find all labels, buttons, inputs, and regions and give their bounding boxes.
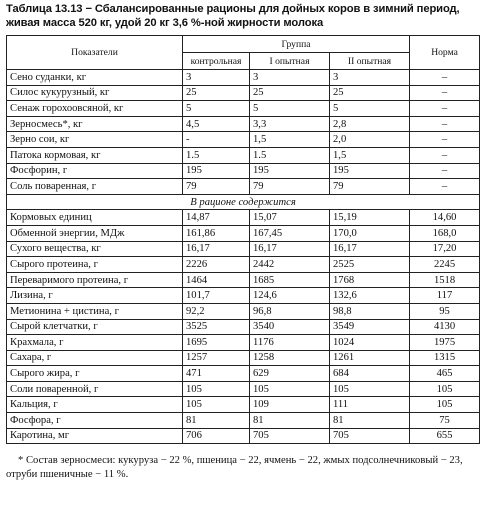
header-norm: Норма bbox=[410, 36, 480, 70]
cell-control: 161,86 bbox=[183, 225, 250, 241]
cell-exp1: 25 bbox=[250, 85, 330, 101]
cell-control: 14,87 bbox=[183, 210, 250, 226]
cell-norm: 465 bbox=[410, 366, 480, 382]
table-row bbox=[7, 272, 480, 288]
header-group-control: контрольная bbox=[183, 53, 250, 70]
cell-exp1: 15,07 bbox=[250, 210, 330, 226]
table-row bbox=[7, 288, 480, 304]
cell-norm: 1315 bbox=[410, 350, 480, 366]
cell-norm: – bbox=[410, 101, 480, 117]
row-label: Сухого вещества, кг bbox=[7, 241, 183, 257]
cell-norm: – bbox=[410, 163, 480, 179]
footnote: * Состав зерносмеси: кукуруза − 22 %, пшеница − 22, ячмень − 22, жмых подсолнечниковый − 23, отруби пшеничные − 11 %. bbox=[6, 455, 463, 480]
cell-exp1: 81 bbox=[250, 413, 330, 429]
cell-exp1: 79 bbox=[250, 179, 330, 195]
cell-exp2: 3549 bbox=[330, 319, 410, 335]
cell-control: 3525 bbox=[183, 319, 250, 335]
table-row bbox=[7, 381, 480, 397]
cell-control: 92,2 bbox=[183, 303, 250, 319]
section-row bbox=[7, 194, 480, 210]
row-label: Каротина, мг bbox=[7, 428, 183, 444]
cell-norm: – bbox=[410, 116, 480, 132]
row-label: Соль поваренная, г bbox=[7, 179, 183, 195]
cell-exp2: 111 bbox=[330, 397, 410, 413]
cell-exp2: 1,5 bbox=[330, 147, 410, 163]
row-label: Обменной энергии, МДж bbox=[7, 225, 183, 241]
row-label: Переваримого протеина, г bbox=[7, 272, 183, 288]
cell-norm: 168,0 bbox=[410, 225, 480, 241]
cell-norm: 1975 bbox=[410, 335, 480, 351]
table-caption: Таблица 13.13 − Сбалансированные рационы для дойных коров в зимний период, живая масса 520 кг, удой 20 кг 3,6 %-ной жирности молока bbox=[6, 3, 460, 29]
cell-exp2: 1768 bbox=[330, 272, 410, 288]
row-label: Фосфорин, г bbox=[7, 163, 183, 179]
cell-exp2: 5 bbox=[330, 101, 410, 117]
row-label: Соли поваренной, г bbox=[7, 381, 183, 397]
cell-exp2: 25 bbox=[330, 85, 410, 101]
cell-control: 4,5 bbox=[183, 116, 250, 132]
table-row bbox=[7, 163, 480, 179]
cell-control: 195 bbox=[183, 163, 250, 179]
row-label: Кормовых единиц bbox=[7, 210, 183, 226]
row-label: Лизина, г bbox=[7, 288, 183, 304]
row-label: Сырой клетчатки, г bbox=[7, 319, 183, 335]
table-row bbox=[7, 350, 480, 366]
table-row bbox=[7, 319, 480, 335]
cell-control: 1257 bbox=[183, 350, 250, 366]
cell-control: 2226 bbox=[183, 257, 250, 273]
table-row bbox=[7, 413, 480, 429]
cell-norm: 105 bbox=[410, 397, 480, 413]
row-label: Сырого протеина, г bbox=[7, 257, 183, 273]
cell-norm: – bbox=[410, 179, 480, 195]
cell-exp1: 16,17 bbox=[250, 241, 330, 257]
cell-exp1: 96,8 bbox=[250, 303, 330, 319]
cell-exp2: 1261 bbox=[330, 350, 410, 366]
table-row bbox=[7, 132, 480, 148]
cell-control: 25 bbox=[183, 85, 250, 101]
cell-exp2: 15,19 bbox=[330, 210, 410, 226]
cell-norm: 95 bbox=[410, 303, 480, 319]
cell-control: 5 bbox=[183, 101, 250, 117]
table-row bbox=[7, 428, 480, 444]
table-row bbox=[7, 101, 480, 117]
cell-exp1: 1,5 bbox=[250, 132, 330, 148]
cell-exp1: 3 bbox=[250, 70, 330, 86]
table-row bbox=[7, 225, 480, 241]
cell-control: 105 bbox=[183, 381, 250, 397]
row-label: Кальция, г bbox=[7, 397, 183, 413]
table-row bbox=[7, 85, 480, 101]
cell-norm: 14,60 bbox=[410, 210, 480, 226]
header-indicators: Показатели bbox=[7, 36, 183, 70]
feed-rows bbox=[7, 70, 480, 195]
cell-exp2: 1024 bbox=[330, 335, 410, 351]
table-row bbox=[7, 179, 480, 195]
header-group-exp1: I опытная bbox=[250, 53, 330, 70]
cell-control: 16,17 bbox=[183, 241, 250, 257]
cell-norm: 105 bbox=[410, 381, 480, 397]
cell-norm: 4130 bbox=[410, 319, 480, 335]
cell-norm: – bbox=[410, 85, 480, 101]
header-group: Группа bbox=[183, 36, 410, 53]
cell-norm: 655 bbox=[410, 428, 480, 444]
section-row-group bbox=[7, 194, 480, 210]
row-label: Зерносмесь*, кг bbox=[7, 116, 183, 132]
table-row bbox=[7, 70, 480, 86]
row-label: Зерно сои, кг bbox=[7, 132, 183, 148]
cell-norm: 17,20 bbox=[410, 241, 480, 257]
cell-control: 105 bbox=[183, 397, 250, 413]
cell-exp2: 2,0 bbox=[330, 132, 410, 148]
cell-exp2: 132,6 bbox=[330, 288, 410, 304]
cell-exp2: 195 bbox=[330, 163, 410, 179]
cell-exp1: 195 bbox=[250, 163, 330, 179]
cell-exp2: 2525 bbox=[330, 257, 410, 273]
cell-exp1: 705 bbox=[250, 428, 330, 444]
cell-exp1: 124,6 bbox=[250, 288, 330, 304]
cell-norm: – bbox=[410, 132, 480, 148]
cell-control: 1464 bbox=[183, 272, 250, 288]
row-label: Крахмала, г bbox=[7, 335, 183, 351]
cell-exp2: 105 bbox=[330, 381, 410, 397]
cell-exp2: 81 bbox=[330, 413, 410, 429]
cell-exp2: 705 bbox=[330, 428, 410, 444]
cell-exp1: 629 bbox=[250, 366, 330, 382]
table-row bbox=[7, 241, 480, 257]
cell-exp1: 3,3 bbox=[250, 116, 330, 132]
cell-exp1: 1258 bbox=[250, 350, 330, 366]
row-label: Сахара, г bbox=[7, 350, 183, 366]
section-title: В рационе содержится bbox=[7, 194, 480, 210]
cell-exp2: 684 bbox=[330, 366, 410, 382]
cell-norm: 1518 bbox=[410, 272, 480, 288]
cell-exp2: 170,0 bbox=[330, 225, 410, 241]
row-label: Метионина + цистина, г bbox=[7, 303, 183, 319]
cell-control: 1.5 bbox=[183, 147, 250, 163]
cell-control: 471 bbox=[183, 366, 250, 382]
cell-control: 706 bbox=[183, 428, 250, 444]
row-label: Сено суданки, кг bbox=[7, 70, 183, 86]
row-label: Сенаж горохоовсяной, кг bbox=[7, 101, 183, 117]
cell-control: - bbox=[183, 132, 250, 148]
cell-exp1: 3540 bbox=[250, 319, 330, 335]
cell-exp1: 109 bbox=[250, 397, 330, 413]
table-row bbox=[7, 397, 480, 413]
cell-exp1: 105 bbox=[250, 381, 330, 397]
cell-exp2: 98,8 bbox=[330, 303, 410, 319]
table-row bbox=[7, 366, 480, 382]
cell-exp1: 2442 bbox=[250, 257, 330, 273]
row-label: Сырого жира, г bbox=[7, 366, 183, 382]
cell-norm: 117 bbox=[410, 288, 480, 304]
table-row bbox=[7, 335, 480, 351]
header-group-exp2: II опытная bbox=[330, 53, 410, 70]
content-rows bbox=[7, 210, 480, 444]
cell-exp1: 1685 bbox=[250, 272, 330, 288]
cell-norm: – bbox=[410, 147, 480, 163]
cell-norm: 2245 bbox=[410, 257, 480, 273]
row-label: Патока кормовая, кг bbox=[7, 147, 183, 163]
cell-exp2: 3 bbox=[330, 70, 410, 86]
cell-exp2: 2,8 bbox=[330, 116, 410, 132]
table-row bbox=[7, 147, 480, 163]
cell-exp1: 1176 bbox=[250, 335, 330, 351]
cell-norm: – bbox=[410, 70, 480, 86]
cell-control: 3 bbox=[183, 70, 250, 86]
cell-control: 1695 bbox=[183, 335, 250, 351]
cell-control: 101,7 bbox=[183, 288, 250, 304]
ration-table bbox=[6, 35, 480, 444]
cell-exp2: 79 bbox=[330, 179, 410, 195]
row-label: Силос кукурузный, кг bbox=[7, 85, 183, 101]
cell-norm: 75 bbox=[410, 413, 480, 429]
cell-exp2: 16,17 bbox=[330, 241, 410, 257]
row-label: Фосфора, г bbox=[7, 413, 183, 429]
cell-exp1: 1.5 bbox=[250, 147, 330, 163]
cell-exp1: 5 bbox=[250, 101, 330, 117]
table-row bbox=[7, 210, 480, 226]
table-row bbox=[7, 257, 480, 273]
table-row bbox=[7, 116, 480, 132]
cell-control: 79 bbox=[183, 179, 250, 195]
table-row bbox=[7, 303, 480, 319]
cell-control: 81 bbox=[183, 413, 250, 429]
cell-exp1: 167,45 bbox=[250, 225, 330, 241]
